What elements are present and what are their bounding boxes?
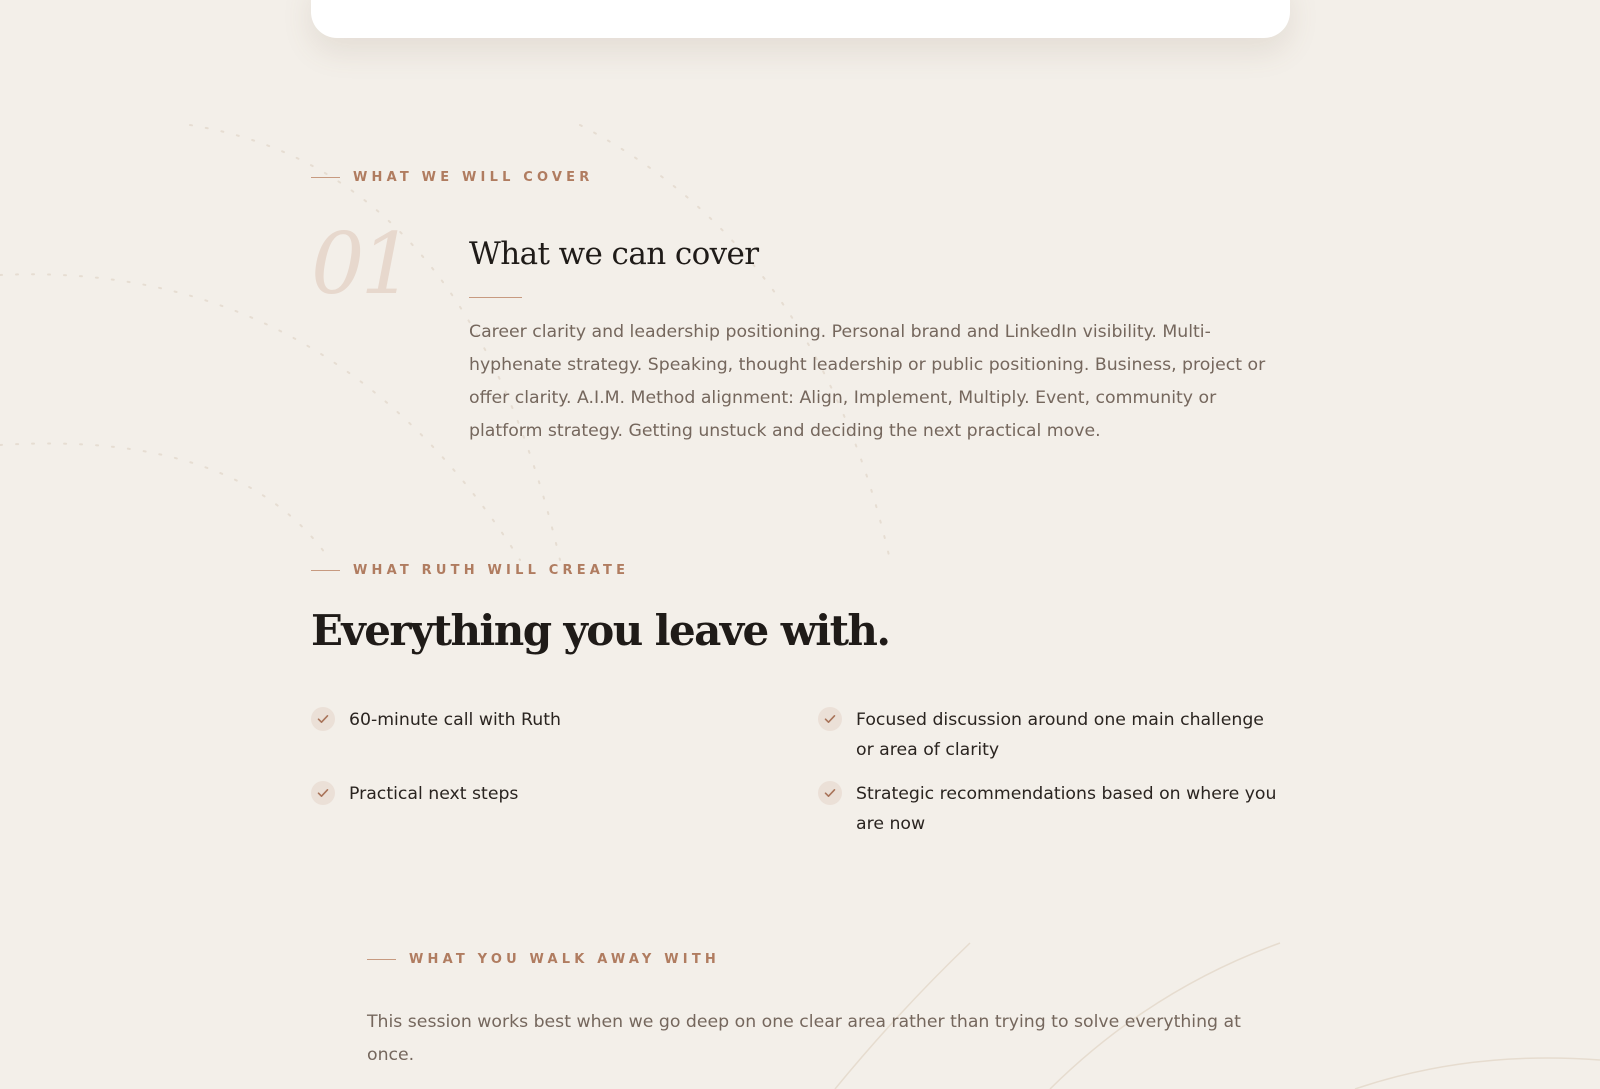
top-card [311, 0, 1290, 38]
deliverable-label: Focused discussion around one main challenge or area of clarity [856, 710, 1264, 760]
cover-number: 01 [311, 215, 410, 313]
deliverable-item [818, 705, 1278, 765]
cover-body: Career clarity and leadership positioning. Personal brand and LinkedIn visibility. Multi-hyphenate strategy. Speaking, thought leadership or public positioning. Business, project or offer clarity. A.I.M. Method alignment: Align, Implement, Multiply. Event, community or platform strategy. Getting unstuck and deciding the next practical move. [469, 322, 1266, 441]
eyebrow-rule [367, 959, 396, 960]
deliverable-item [818, 779, 1278, 839]
cover-heading: What we can cover [469, 236, 759, 272]
check-icon [311, 707, 335, 731]
cover-eyebrow-label: WHAT WE WILL COVER [353, 170, 594, 185]
cover-heading-rule [469, 297, 522, 298]
check-icon [311, 781, 335, 805]
walk-eyebrow-label: WHAT YOU WALK AWAY WITH [409, 952, 720, 967]
check-icon [818, 781, 842, 805]
deliverable-label: 60-minute call with Ruth [349, 710, 561, 730]
deliverable-item [311, 705, 771, 735]
deliverable-item [311, 779, 771, 809]
eyebrow-rule [311, 177, 340, 178]
create-eyebrow [311, 563, 629, 578]
deliverable-label: Strategic recommendations based on where you are now [856, 784, 1277, 834]
eyebrow-rule [311, 570, 340, 571]
deliverable-label: Practical next steps [349, 784, 519, 804]
cover-eyebrow [311, 170, 593, 185]
walk-body: This session works best when we go deep on one clear area rather than trying to solve everything at once. [367, 1012, 1241, 1065]
walk-eyebrow [367, 952, 720, 967]
create-heading: Everything you leave with. [311, 606, 890, 655]
create-eyebrow-label: WHAT RUTH WILL CREATE [353, 563, 630, 578]
check-icon [818, 707, 842, 731]
